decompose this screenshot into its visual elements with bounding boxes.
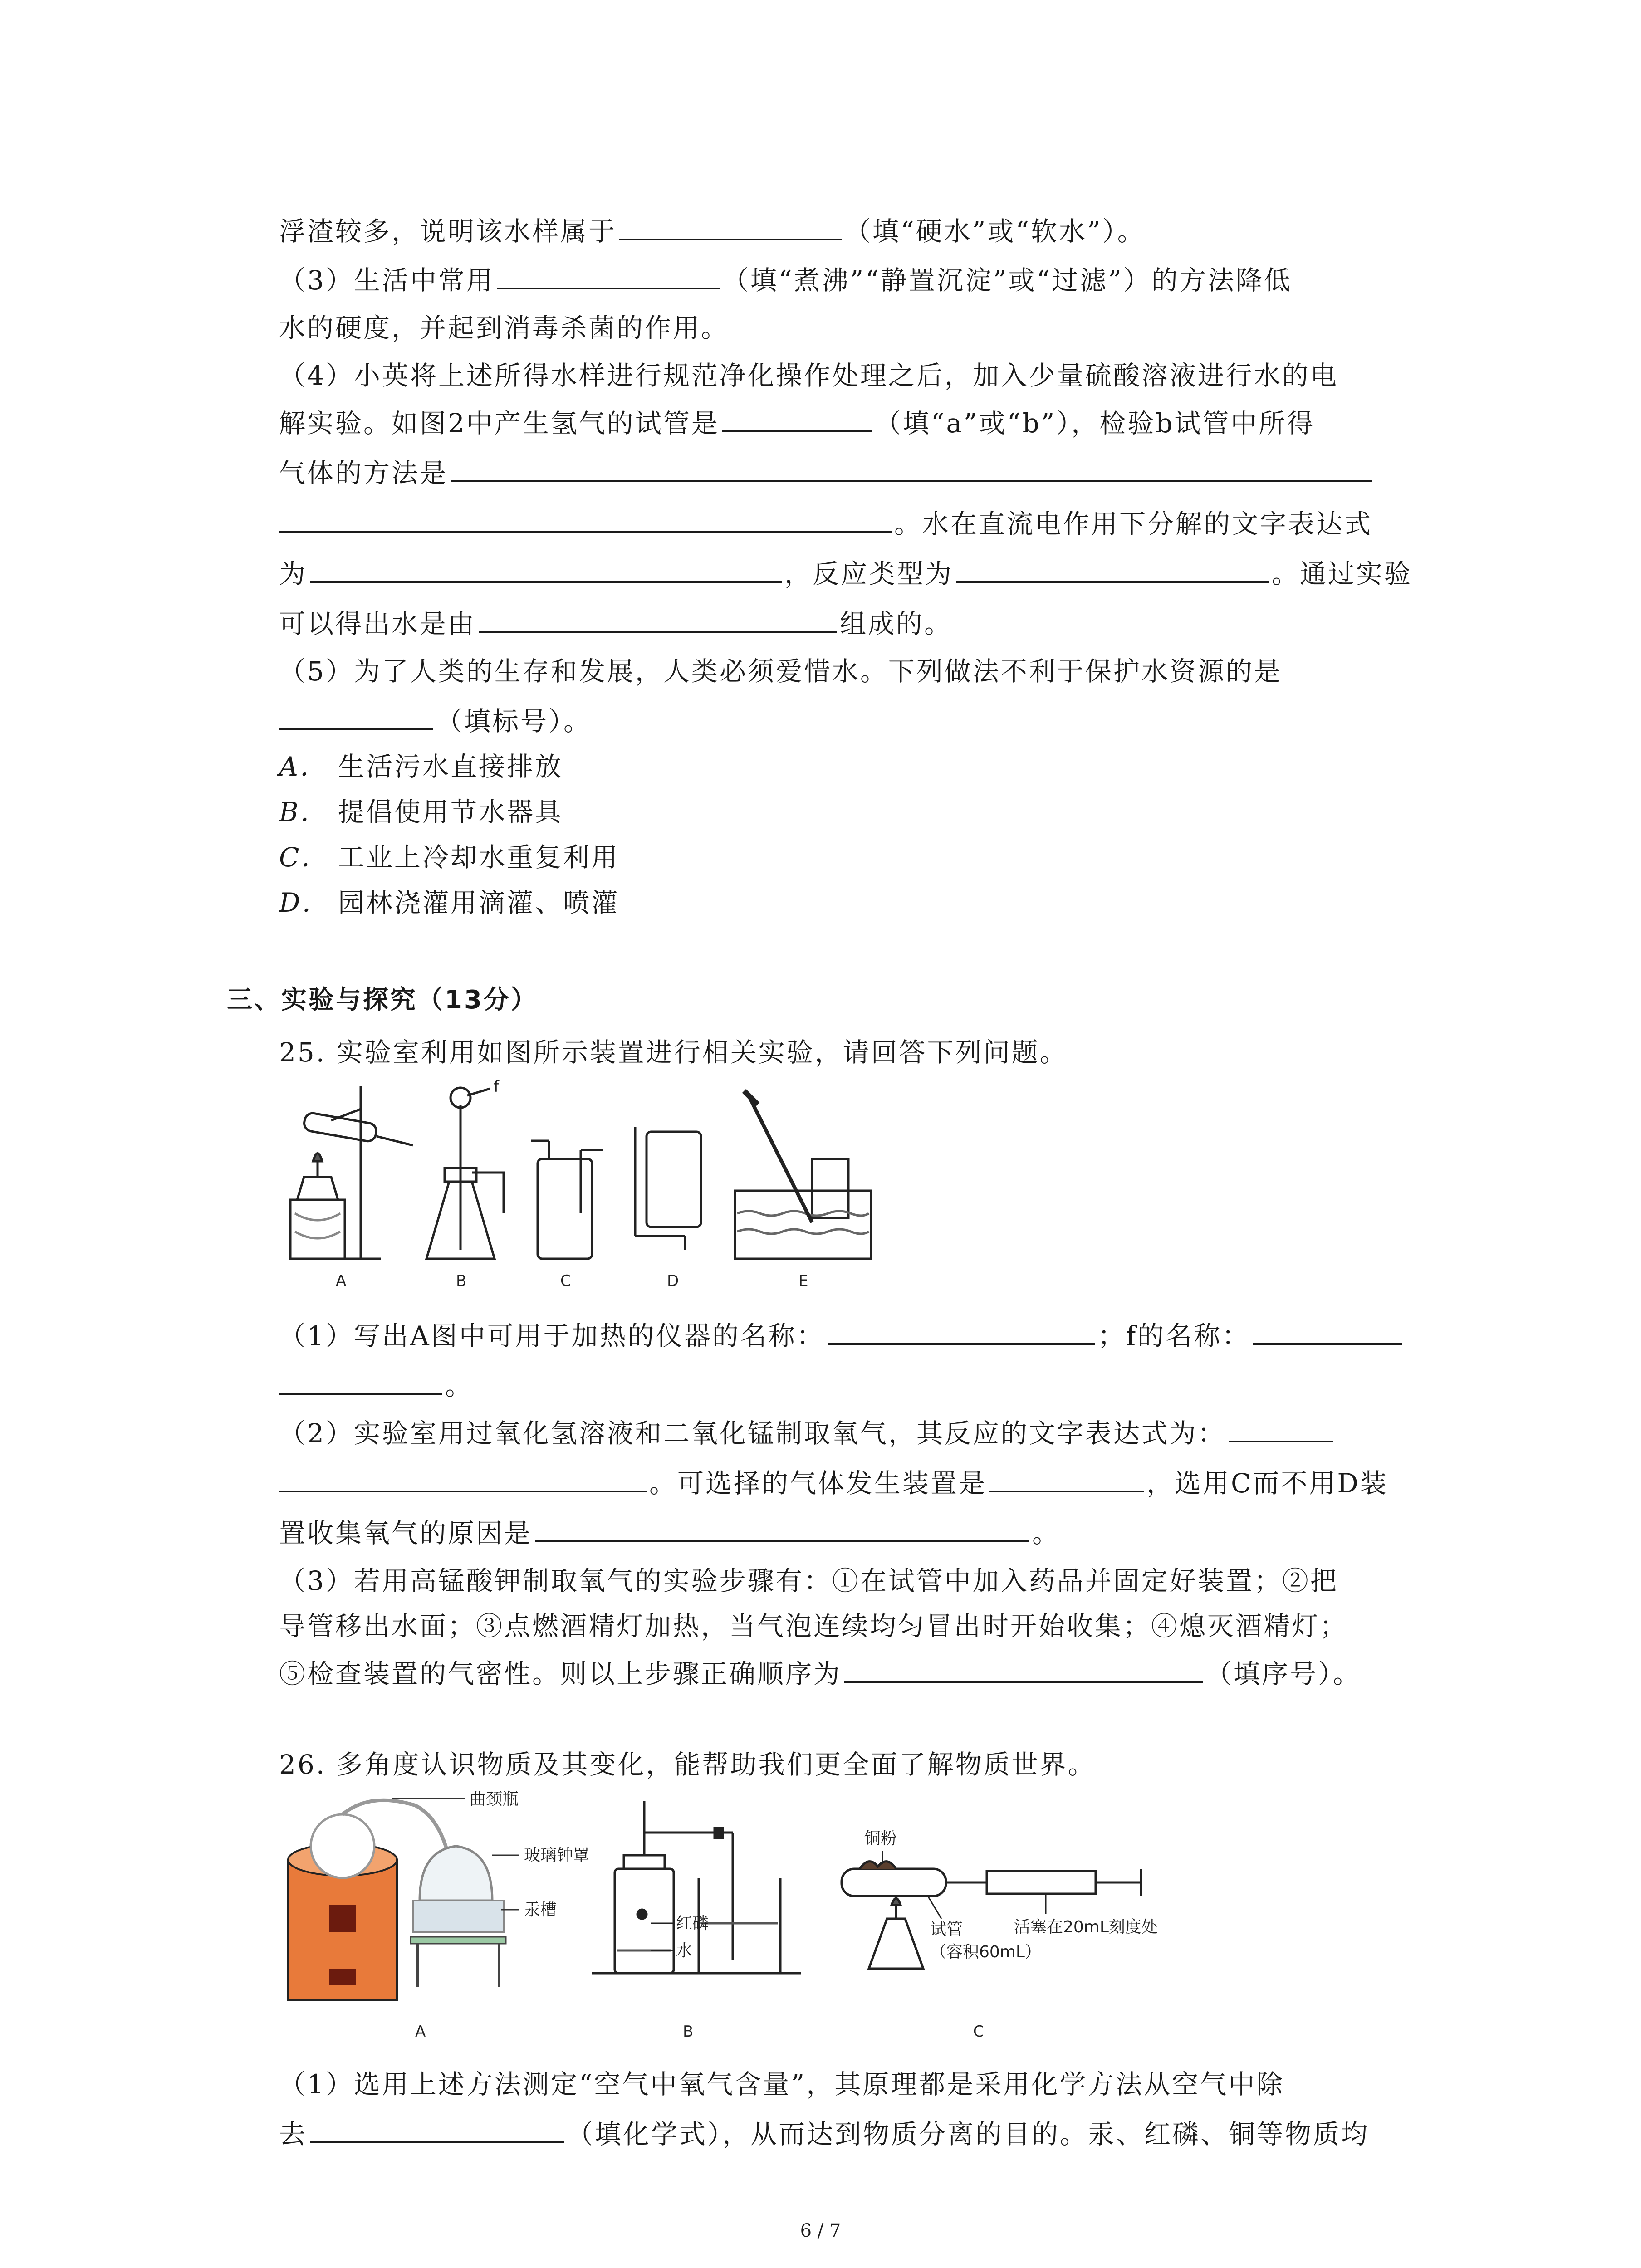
- option-c[interactable]: [279, 839, 619, 875]
- q24-line-5: [279, 405, 1315, 441]
- phosphorus-experiment-icon: [592, 1801, 801, 1973]
- text: 。: [1032, 1518, 1061, 1549]
- q25-line-8: [279, 1656, 1361, 1692]
- answer-blank[interactable]: [619, 214, 842, 240]
- apparatus-a-icon: [290, 1086, 413, 1259]
- text: 。通过实验: [1272, 558, 1413, 589]
- option-b[interactable]: [279, 794, 563, 830]
- text: 气体的方法是: [279, 458, 448, 489]
- label-bell-jar: 玻璃钟罩: [524, 1846, 590, 1865]
- q24-line-2: [279, 262, 1292, 298]
- label-a: A: [336, 1272, 347, 1290]
- label-water: 水: [676, 1941, 693, 1960]
- label-test-tube: 试管: [930, 1920, 963, 1939]
- q24-line-1: [279, 213, 1146, 249]
- answer-blank[interactable]: [1229, 1416, 1333, 1442]
- page-number: 6 / 7: [800, 2220, 841, 2241]
- answer-blank[interactable]: [451, 456, 1372, 482]
- text: （填标号）。: [436, 706, 592, 737]
- label-b: B: [456, 1272, 467, 1290]
- q26-line-1: （1）选用上述方法测定“空气中氧气含量”，其原理都是采用化学方法从空气中除: [279, 2069, 1285, 2100]
- text: 浮渣较多，说明该水样属于: [279, 216, 617, 247]
- option-text: 园林浇灌用滴灌、喷灌: [338, 887, 620, 918]
- option-d[interactable]: [279, 885, 619, 921]
- answer-blank[interactable]: [279, 1369, 442, 1395]
- text: ；f的名称：: [1097, 1320, 1250, 1351]
- label-a: A: [415, 2023, 426, 2041]
- q26-intro: 26. 多角度认识物质及其变化，能帮助我们更全面了解物质世界。: [279, 1749, 1096, 1780]
- label-b: B: [683, 2023, 694, 2041]
- apparatus-b-icon: [426, 1088, 504, 1259]
- option-letter: C．: [279, 842, 329, 873]
- answer-blank[interactable]: [310, 557, 782, 583]
- answer-blank[interactable]: [497, 263, 720, 289]
- q25-line-6: （3）若用高锰酸钾制取氧气的实验步骤有：①在试管中加入药品并固定好装置；②把: [279, 1565, 1338, 1596]
- option-letter: B．: [279, 797, 328, 827]
- apparatus-e-icon: [735, 1091, 871, 1259]
- q25-line-5: [279, 1515, 1060, 1551]
- answer-blank[interactable]: [828, 1319, 1095, 1345]
- q24-line-3: 水的硬度，并起到消毒杀菌的作用。: [279, 313, 730, 343]
- text: （2）实验室用过氧化氢溶液和二氧化锰制取氧气，其反应的文字表达式为：: [279, 1418, 1226, 1449]
- q25-line-1: [279, 1318, 1405, 1354]
- text: （填“硬水”或“软水”）。: [844, 216, 1146, 247]
- option-letter: A．: [279, 751, 328, 782]
- label-qujingping: 曲颈瓶: [470, 1790, 519, 1809]
- text: ，选用C而不用D装: [1146, 1468, 1388, 1499]
- text: 。: [445, 1370, 474, 1401]
- q26-apparatus-figure: [279, 1787, 1232, 2046]
- q24-line-10: （5）为了人类的生存和发展，人类必须爱惜水。下列做法不利于保护水资源的是: [279, 656, 1282, 687]
- option-a[interactable]: [279, 748, 563, 785]
- label-piston: 活塞在20mL刻度处: [1014, 1918, 1158, 1936]
- answer-blank[interactable]: [279, 507, 892, 533]
- q25-line-2: [279, 1368, 473, 1404]
- apparatus-d-icon: [635, 1127, 701, 1250]
- section-heading: 三、实验与探究（13分）: [227, 985, 538, 1015]
- text: （填“a”或“b”），检验b试管中所得: [874, 408, 1315, 439]
- q25-intro: 25. 实验室利用如图所示装置进行相关实验，请回答下列问题。: [279, 1037, 1068, 1068]
- text: 置收集氧气的原因是: [279, 1518, 533, 1549]
- answer-blank[interactable]: [279, 1466, 647, 1492]
- answer-blank[interactable]: [844, 1657, 1203, 1683]
- label-mercury-trough: 汞槽: [524, 1901, 557, 1919]
- option-text: 工业上冷却水重复利用: [338, 842, 620, 873]
- answer-blank[interactable]: [479, 606, 837, 633]
- text: （填“煮沸”“静置沉淀”或“过滤”）的方法降低: [722, 265, 1292, 296]
- label-c: C: [973, 2023, 984, 2041]
- answer-blank[interactable]: [722, 406, 872, 432]
- text: 解实验。如图2中产生氢气的试管是: [279, 408, 720, 439]
- label-d: D: [667, 1272, 679, 1290]
- q25-apparatus-figure: [277, 1077, 885, 1295]
- text: ，反应类型为: [784, 558, 954, 589]
- answer-blank[interactable]: [1253, 1319, 1402, 1345]
- q24-line-6: [279, 455, 1374, 491]
- label-e: E: [798, 1272, 808, 1290]
- apparatus-c-icon: [531, 1141, 603, 1259]
- answer-blank[interactable]: [989, 1466, 1144, 1492]
- q25-line-4: [279, 1465, 1388, 1501]
- q26-line-2: [279, 2116, 1369, 2152]
- label-c: C: [560, 1272, 571, 1290]
- option-letter: D．: [279, 887, 330, 918]
- q24-line-8: [279, 556, 1412, 592]
- text: （填序号）。: [1205, 1658, 1362, 1689]
- text: 。可选择的气体发生装置是: [649, 1468, 987, 1499]
- mercury-experiment-icon: [288, 1799, 519, 2000]
- q24-line-11: [279, 703, 592, 739]
- text: 组成的。: [840, 608, 953, 639]
- q24-line-9: [279, 606, 952, 642]
- text: 去: [279, 2119, 308, 2150]
- text: （填化学式），从而达到物质分离的目的。汞、红磷、铜等物质均: [567, 2119, 1370, 2150]
- text: 可以得出水是由: [279, 608, 476, 639]
- answer-blank[interactable]: [310, 2117, 564, 2143]
- text: 。水在直流电作用下分解的文字表达式: [894, 508, 1373, 539]
- label-f: f: [494, 1078, 499, 1096]
- label-volume: （容积60mL）: [930, 1943, 1041, 1961]
- q24-line-4: （4）小英将上述所得水样进行规范净化操作处理之后，加入少量硫酸溶液进行水的电: [279, 360, 1338, 391]
- q24-line-7: [279, 506, 1372, 542]
- text: ⑤检查装置的气密性。则以上步骤正确顺序为: [279, 1658, 842, 1689]
- text: （1）写出A图中可用于加热的仪器的名称：: [279, 1320, 825, 1351]
- text: （3）生活中常用: [279, 265, 495, 296]
- answer-blank[interactable]: [535, 1516, 1029, 1542]
- q25-line-3: [279, 1415, 1336, 1452]
- answer-blank[interactable]: [956, 557, 1269, 583]
- option-text: 提倡使用节水器具: [338, 797, 563, 827]
- q25-line-7: 导管移出水面；③点燃酒精灯加热，当气泡连续均匀冒出时开始收集；④熄灭酒精灯；: [279, 1611, 1348, 1642]
- text: 为: [279, 558, 308, 589]
- option-text: 生活污水直接排放: [338, 751, 563, 782]
- label-copper-powder: 铜粉: [864, 1829, 897, 1848]
- label-red-phosphorus: 红磷: [676, 1914, 709, 1933]
- answer-blank[interactable]: [279, 704, 433, 730]
